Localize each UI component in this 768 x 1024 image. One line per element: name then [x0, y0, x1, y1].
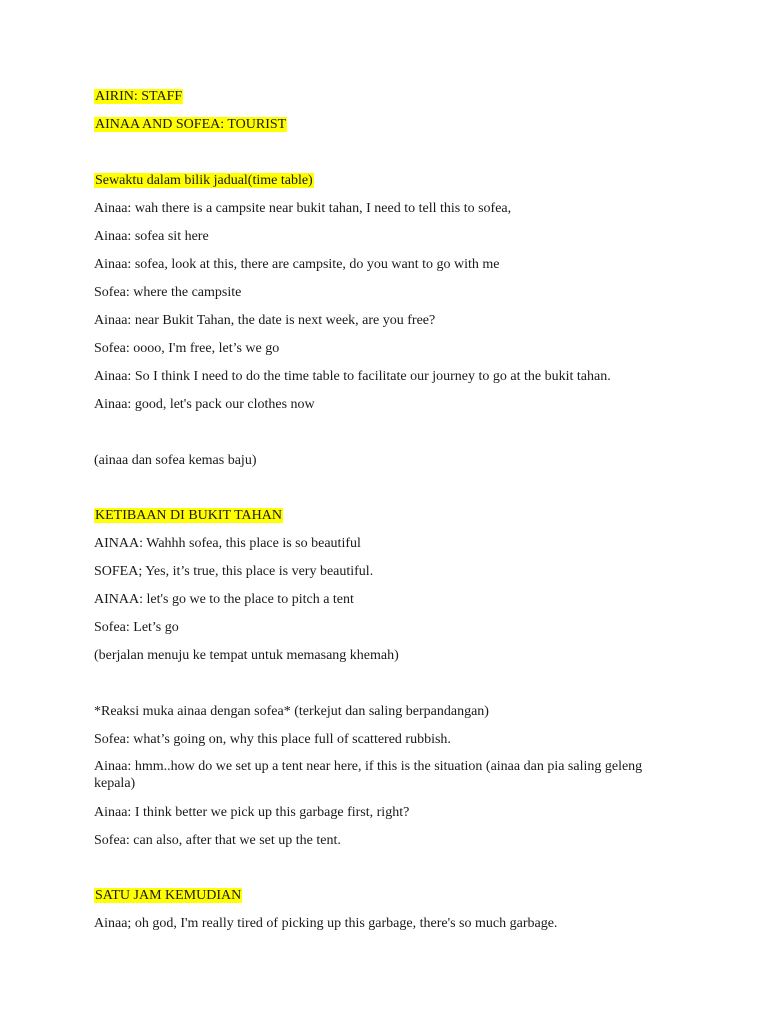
dialogue-line: Ainaa; oh god, I'm really tired of picking up this garbage, there's so much garbage.	[94, 916, 558, 931]
dialogue-line: AINAA: let's go we to the place to pitch a tent	[94, 592, 354, 607]
cast-line-tourist: AINAA AND SOFEA: TOURIST	[95, 117, 287, 132]
stage-direction: (berjalan menuju ke tempat untuk memasang khemah)	[94, 648, 399, 663]
dialogue-line: Sofea: what’s going on, why this place full of scattered rubbish.	[94, 732, 451, 747]
cast-line-staff: AIRIN: STAFF	[95, 89, 183, 104]
dialogue-line: Ainaa: near Bukit Tahan, the date is next week, are you free?	[94, 313, 436, 328]
scene-heading: Sewaktu dalam bilik jadual(time table)	[95, 173, 313, 188]
dialogue-line: Sofea: Let’s go	[94, 620, 179, 635]
action-description: *Reaksi muka ainaa dengan sofea* (terkejut dan saling berpandangan)	[94, 704, 489, 719]
stage-direction: (ainaa dan sofea kemas baju)	[94, 453, 257, 468]
dialogue-line: Ainaa: sofea, look at this, there are campsite, do you want to go with me	[94, 257, 500, 272]
dialogue-line: Ainaa: So I think I need to do the time table to facilitate our journey to go at the bukit tahan.	[94, 369, 611, 384]
dialogue-line: Ainaa: sofea sit here	[94, 229, 209, 244]
dialogue-line: Ainaa: hmm..how do we set up a tent near here, if this is the situation (ainaa dan pia saling geleng kepala)	[94, 759, 643, 791]
dialogue-line: Sofea: where the campsite	[94, 285, 242, 300]
dialogue-line: Ainaa: wah there is a campsite near bukit tahan, I need to tell this to sofea,	[94, 201, 512, 216]
scene-heading: KETIBAAN DI BUKIT TAHAN	[95, 508, 282, 523]
scene-heading: SATU JAM KEMUDIAN	[95, 888, 242, 903]
dialogue-line: Sofea: oooo, I'm free, let’s we go	[94, 341, 280, 356]
dialogue-line: Ainaa: good, let's pack our clothes now	[94, 397, 315, 412]
dialogue-line: AINAA: Wahhh sofea, this place is so beautiful	[94, 536, 361, 551]
dialogue-line: Ainaa: I think better we pick up this garbage first, right?	[94, 805, 410, 820]
dialogue-line: SOFEA; Yes, it’s true, this place is very beautiful.	[94, 564, 374, 579]
dialogue-line: Sofea: can also, after that we set up the tent.	[94, 833, 341, 848]
